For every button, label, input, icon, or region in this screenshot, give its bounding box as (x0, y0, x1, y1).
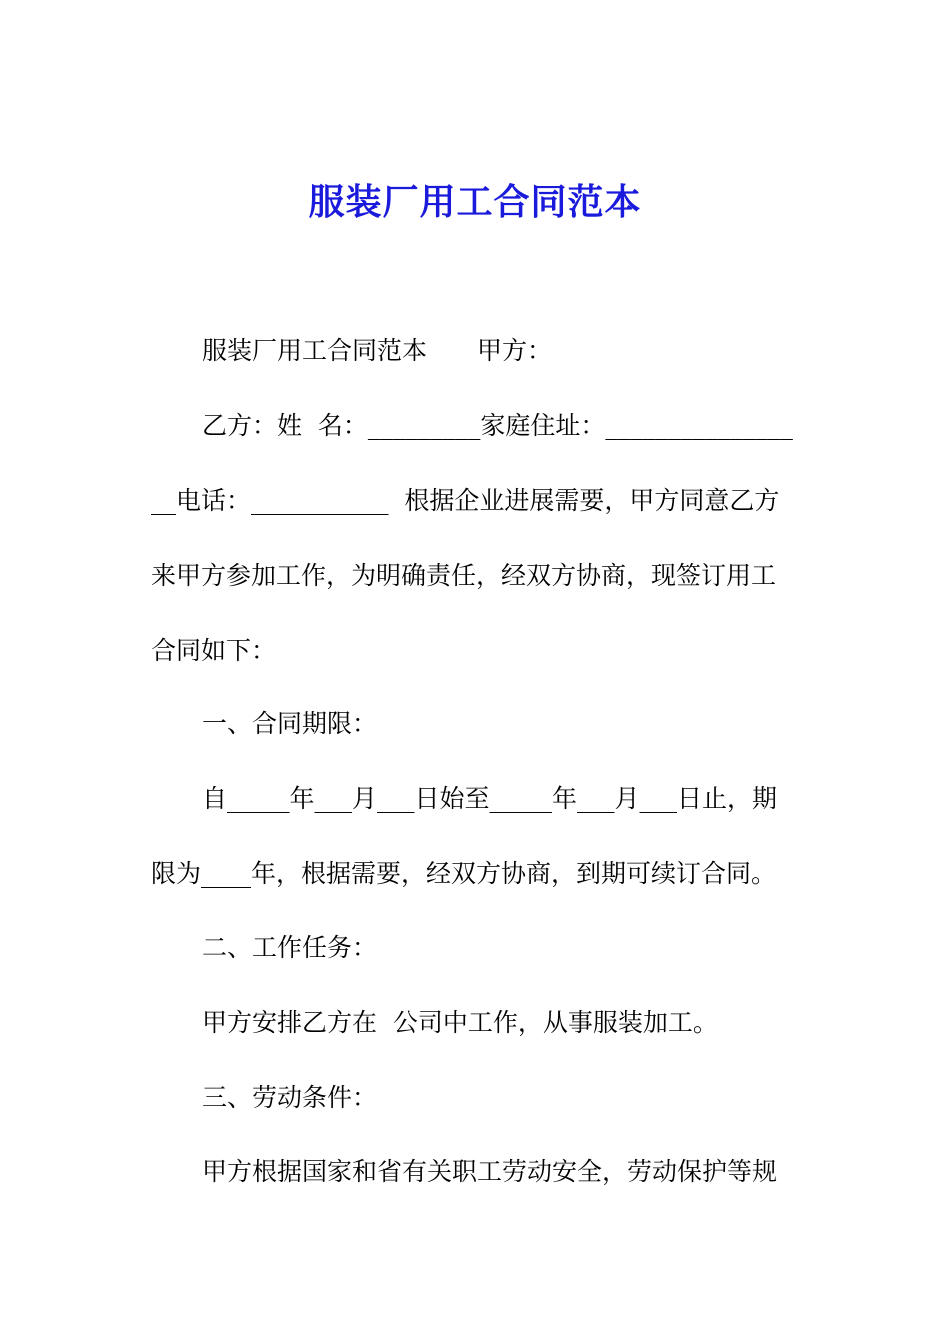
section-heading: 三、劳动条件： (202, 1083, 378, 1112)
section-heading: 一、合同期限： (202, 709, 378, 738)
paragraph-line: 自_____年___月___日始至_____年___月___日止，期 (202, 784, 778, 813)
paragraph-line: 甲方安排乙方在 公司中工作，从事服装加工。 (202, 1008, 718, 1037)
paragraph-line: __电话：___________ 根据企业进展需要，甲方同意乙方 (151, 486, 780, 515)
paragraph-line: 来甲方参加工作，为明确责任，经双方协商，现签订用工 (151, 561, 777, 590)
paragraph-line: 甲方根据国家和省有关职工劳动安全，劳动保护等规 (202, 1157, 778, 1186)
document-title: 服装厂用工合同范本 (308, 181, 642, 223)
paragraph-line: 限为____年，根据需要，经双方协商，到期可续订合同。 (151, 859, 777, 888)
section-heading: 二、工作任务： (202, 933, 378, 962)
paragraph-line: 合同如下： (151, 636, 277, 665)
paragraph-line: 服装厂用工合同范本 甲方： (202, 336, 553, 365)
paragraph-line: 乙方：姓 名：_________家庭住址：_______________ (202, 411, 793, 440)
